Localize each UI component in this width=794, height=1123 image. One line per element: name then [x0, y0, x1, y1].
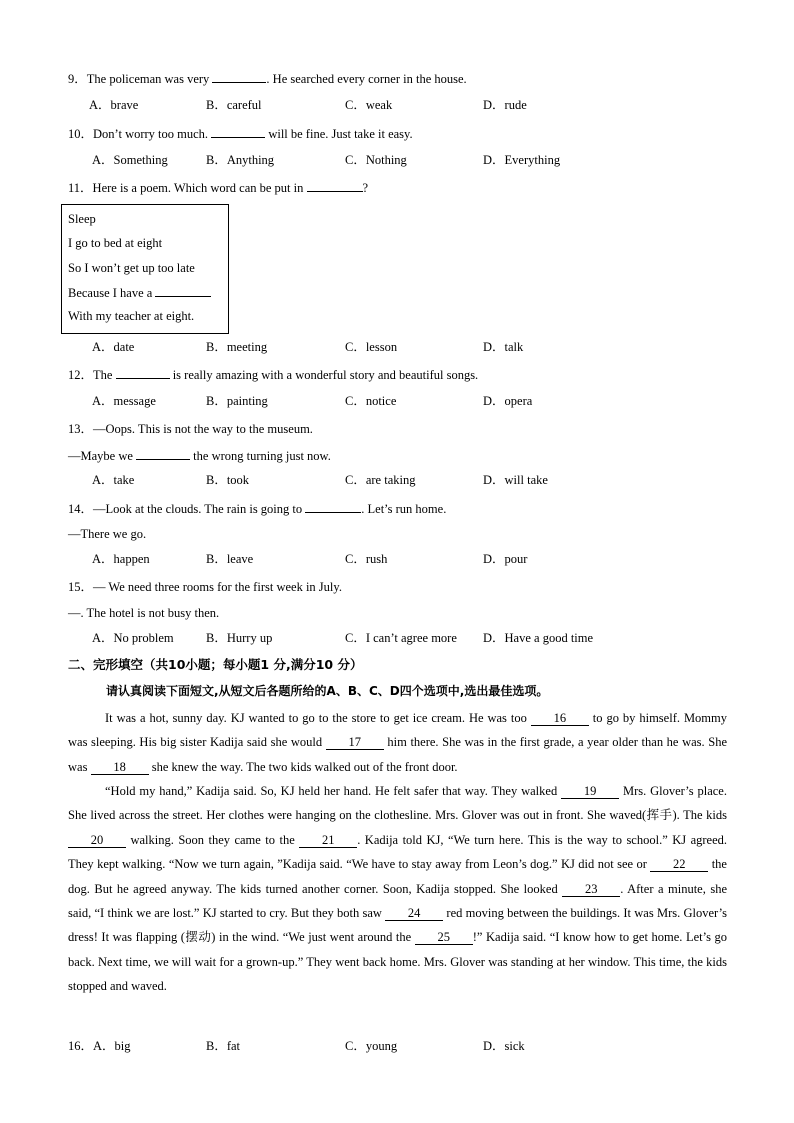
question-number: 11．	[68, 181, 93, 195]
option-a: A．date	[92, 340, 135, 354]
option-a: A．happen	[92, 552, 150, 566]
option-b: B．painting	[206, 394, 268, 408]
option-a: A．take	[92, 473, 135, 487]
question-16-option-a: 16．A．big	[68, 1039, 131, 1053]
stem-text: Don’t worry too much.	[93, 127, 212, 141]
option-c: C．rush	[345, 552, 388, 566]
cloze-blank-20: 20	[68, 833, 126, 848]
question-number: 9．	[68, 72, 87, 86]
cloze-blank-25: 25	[415, 930, 473, 945]
stem-text: Here is a poem. Which word can be put in	[92, 181, 307, 195]
answer-blank	[136, 447, 190, 460]
poem-line: Sleep	[68, 212, 96, 226]
stem-text: ?	[362, 181, 369, 195]
question-number: 12．	[68, 368, 94, 382]
question-9-stem	[68, 70, 467, 87]
option-b: B．meeting	[206, 340, 268, 354]
stem-text: is really amazing with a wonderful story and beautiful songs.	[169, 368, 479, 382]
cloze-blank-16: 16	[531, 711, 589, 726]
poem-box	[61, 204, 229, 334]
option-b: B．took	[206, 473, 250, 487]
question-13-stem	[68, 421, 313, 437]
answer-blank	[212, 70, 266, 83]
option-a: A．message	[92, 394, 156, 408]
question-10-stem	[68, 125, 413, 142]
option-c: C．weak	[345, 98, 393, 112]
answer-blank	[211, 125, 265, 138]
passage-paragraph-1: It was a hot, sunny day. KJ wanted to go to the store to get ice cream. He was too 16 to go by himself. Mommy was sleeping. His big sister Kadija said she would 17 him there. She was in the first grade, a year older than he was. She was 18 she knew the way. The two kids walked out of the front door.	[68, 711, 728, 774]
answer-blank	[116, 366, 170, 379]
cloze-blank-18: 18	[91, 760, 149, 775]
stem-text: The	[93, 368, 116, 382]
option-c: C．I can’t agree more	[345, 631, 457, 645]
option-a: A．brave	[89, 98, 139, 112]
option-b: B．Anything	[206, 153, 275, 167]
answer-blank	[155, 284, 211, 297]
option-d: D．pour	[483, 552, 528, 566]
answer-blank	[305, 500, 361, 513]
question-number: 10．	[68, 127, 94, 141]
poem-line: With my teacher at eight.	[68, 309, 195, 323]
option-c: C．notice	[345, 394, 397, 408]
answer-blank	[307, 179, 363, 192]
option-b: B．Hurry up	[206, 631, 273, 645]
question-16-option-b: B．fat	[206, 1039, 241, 1053]
question-11-stem	[68, 179, 368, 196]
stem-text: . Let’s run home.	[361, 502, 447, 516]
option-d: D．rude	[483, 98, 527, 112]
option-a: A．Something	[92, 153, 168, 167]
cloze-blank-21: 21	[299, 833, 357, 848]
section-title: 二、完形填空（共10小题；每小题1 分,满分10 分）	[68, 657, 363, 672]
option-b: B．careful	[206, 98, 262, 112]
stem-text: —Maybe we	[68, 449, 137, 463]
cloze-blank-23: 23	[562, 882, 620, 897]
question-number: 15．	[68, 580, 94, 594]
option-d: D．Have a good time	[483, 631, 594, 645]
stem-text: the wrong turning just now.	[190, 449, 331, 463]
question-number: 13．	[68, 422, 94, 436]
option-d: D．opera	[483, 394, 533, 408]
cloze-blank-19: 19	[561, 784, 619, 799]
question-14-line2: —There we go.	[68, 527, 147, 541]
question-15-stem	[68, 579, 342, 595]
option-d: D．Everything	[483, 153, 561, 167]
option-d: D．will take	[483, 473, 548, 487]
question-16-option-d: D．sick	[483, 1039, 525, 1053]
cloze-blank-22: 22	[650, 857, 708, 872]
stem-text: — We need three rooms for the first week in July.	[93, 580, 342, 594]
option-b: B．leave	[206, 552, 254, 566]
question-14-stem	[68, 500, 446, 517]
poem-line: I go to bed at eight	[68, 236, 163, 250]
stem-text: —Oops. This is not the way to the museum.	[93, 422, 313, 436]
option-c: C．Nothing	[345, 153, 407, 167]
question-15-line2: —. The hotel is not busy then.	[68, 606, 220, 620]
option-a: A．No problem	[92, 631, 174, 645]
passage-paragraph-2: “Hold my hand,” Kadija said. So, KJ held her hand. He felt safer that way. They walked 19 Mrs. Glover’s place. She lived across the street. Her clothes were hanging on the clothesline. Mrs. Glover was out in front. She waved(挥手). The kids 20 walking. Soon they came to the 21 . Kadija told KJ, “We turn here. This is the way to school.” KJ agreed. They kept walking. “Now we turn again, ”Kadija said. “We have to stay away from Leon’s dog.” KJ did not see or 22 the dog. But he agreed anyway. The kids turned another corner. Soon, Kadija stopped. She looked 23 . After a minute, she said, “I think we are lost.” KJ started to cry. But they both saw 24 red moving between the buildings. It was Mrs. Glover’s dress! It was flapping (摆动) in the wind. “We just went around the 25 !” Kadija said. “I know how to get home. Let’s go back. Next time, we will wait for a grown-up.” They went back home. Mrs. Glover was standing at her window. This time, the kids stopped and waved.	[68, 784, 727, 994]
cloze-blank-24: 24	[385, 906, 443, 921]
cloze-blank-17: 17	[326, 735, 384, 750]
stem-text: —Look at the clouds. The rain is going to	[93, 502, 306, 516]
section-instruction: 请认真阅读下面短文,从短文后各题所给的A、B、C、D四个选项中,选出最佳选项。	[106, 684, 549, 698]
option-d: D．talk	[483, 340, 524, 354]
question-13-line2	[68, 447, 331, 464]
option-c: C．lesson	[345, 340, 398, 354]
poem-line: So I won’t get up too late	[68, 261, 195, 275]
question-16-option-c: C．young	[345, 1039, 398, 1053]
option-c: C．are taking	[345, 473, 416, 487]
question-number: 14．	[68, 502, 94, 516]
stem-text: will be fine. Just take it easy.	[265, 127, 413, 141]
question-12-stem	[68, 366, 478, 383]
stem-text: The policeman was very	[86, 72, 213, 86]
stem-text: . He searched every corner in the house.	[266, 72, 467, 86]
poem-line-with-blank: Because I have a	[68, 284, 211, 301]
